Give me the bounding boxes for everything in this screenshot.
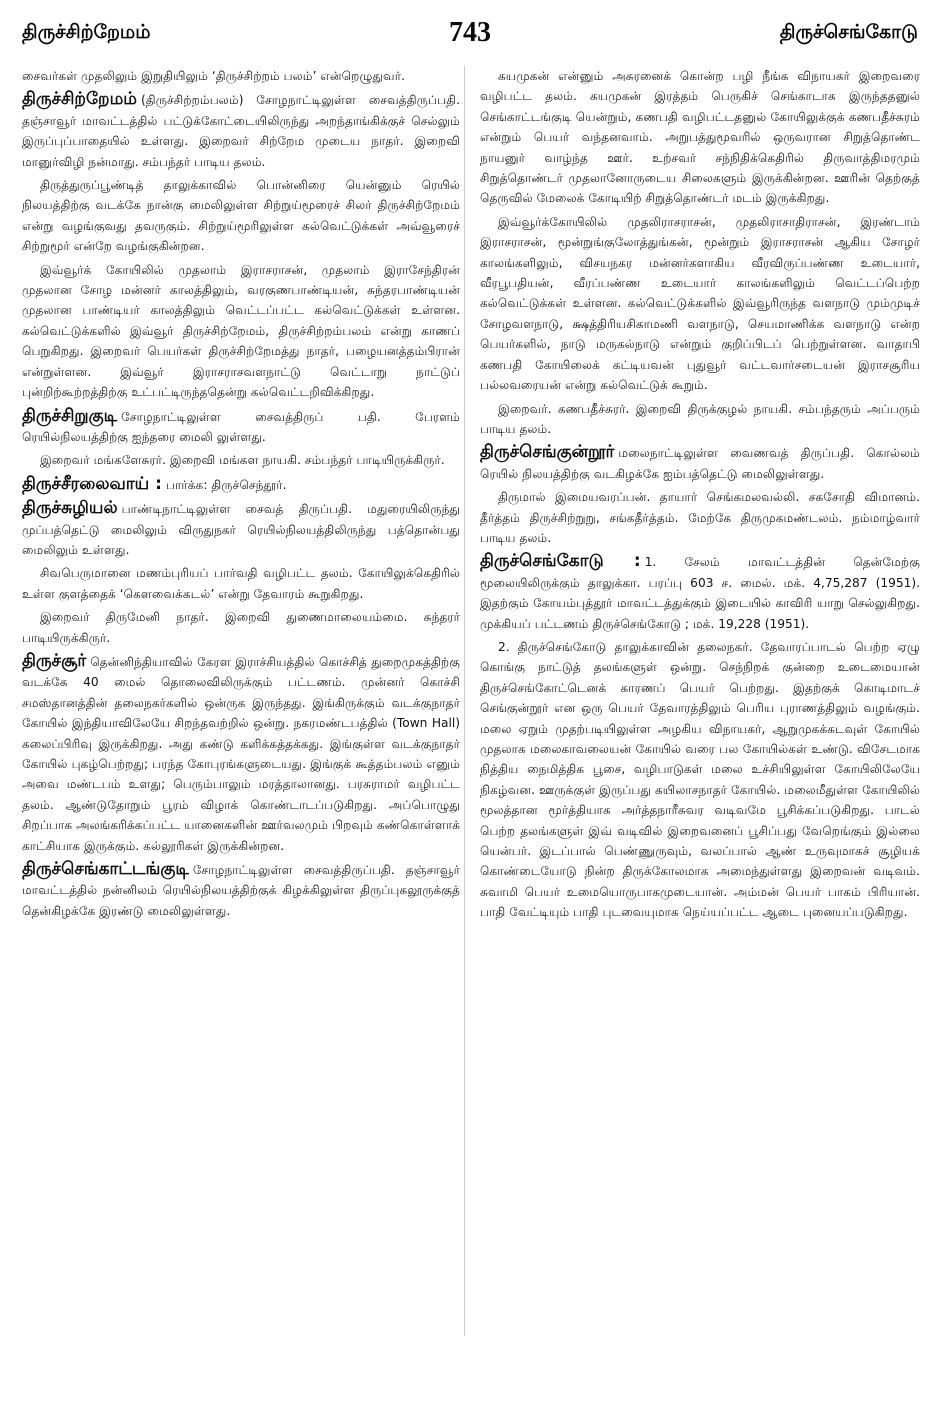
dictionary-entry bbox=[480, 551, 920, 634]
dictionary-entry bbox=[22, 406, 460, 448]
page-header bbox=[22, 10, 918, 56]
paragraph: திருத்துருப்பூண்டித் தாலுக்காவில் பொன்னிரை யென்னும் ரெயில் நிலயத்திற்கு வடக்கே நான்கு மைலிலுள்ள சிற்றுய்மூரைச் சிலர் திருச்சிற்றேமம் என்று வழங்குவது தவருகும். சிற்றுய்மூரிலுள்ள கல்வெட்டுக்கள் அவ்வூரைச் சிற்றுமூர் என்றே வழங்குகின்றன. bbox=[22, 178, 460, 254]
entry-headword: திருச்செங்காட்டங்குடி bbox=[22, 859, 189, 880]
paragraph: இறைவர். கணபதீச்சுரர். இறைவி திருக்குழல் நாயகி. சம்பந்தரும் அப்பரும் பாடிய தலம். bbox=[480, 401, 920, 436]
entry-text: தென்னிந்தியாவில் கேரள இராச்சியத்தில் கொச்சித் துறைமுகத்திற்கு வடக்கே 40 மைல் தொலைவிலிருக்கும் பட்டணம். முன்னர் கொச்சி சமஸ்தானத்தின் தலைநகர்களில் ஒன்ருக இருந்தது. இங்கிருக்கும் வடக்குநாதர் கோயில் இந்தியாவிலேயே சிறந்தவற்றில் ஒன்று. நகரமண்டபத்தில் (Town Hall) கலைப்பிரிவு இருக்கிறது. அது கண்டு களிக்கத்தக்கது. இங்குள்ள வடக்குநாதர் கோயில் புகழ்பெற்றது; பரந்த கோபுரங்களுடையது. இங்குக் கூத்தம்பலம் எனும் அவை மண்டபம் உளது; பெரும்பாலும் மரத்தாலானது. பரசுராமர் வழிபட்ட தலம். ஆண்டுதோறும் பூரம் விழாக் கொண்டாடப்படுகிறது. அப்பொழுது சிறப்பாக அலங்கரிக்கப்பட்ட யானைகளின் ஊர்வலமும் பிறவும் கண்கொள்ளாக் காட்சியாக இருக்கும். கல்லூரிகள் இருக்கின்றன. bbox=[22, 654, 460, 853]
header-right-guideword: திருச்செங்கோடு bbox=[779, 20, 918, 43]
entry-headword: திருச்சுழியல் bbox=[22, 498, 118, 519]
paragraph: 2. திருச்செங்கோடு தாலுக்காவின் தலைநகர். தேவாரப்பாடல் பெற்ற ஏழு கொங்கு நாட்டுத் தலங்களுள் ஒன்று. செந்நிறக் குன்றை உடைமையான் திருச்செங்கோட்டெனக் காரணப் பெயர் பெற்றது. இதற்குக் கொடிமாடச் செங்குன்றூர் என ஒரு பெயர் தேவாரத்திலும் பெரிய புராணத்திலும் வழங்கும். மலை ஏறும் முதற்படியிலுள்ள அழகிய விநாயகர், ஆறுமுகக்கடவுள் கோயில் முதலாக மலைகாவலையன் கோயில் வரை பல கோயில்கள் உண்டு. விசேடமாக நித்திய நைமித்திக பூசை, வழிபாடுகள் மலை உச்சியிலுள்ள கோயிலிலேயே நிகழ்வன. ஊருக்குள் இருப்பது கயிலாசநாதர் கோயில். மலைமீதுள்ள கோயிலில் மூலத்தான மூர்த்தியாக அர்த்தநாரீசுவர வடிவமே பூசிக்கப்படுகிறது. பாடல் பெற்ற தலங்களுள் இவ் வடிவில் இறைவனைப் பூசிப்பது வேறெங்கும் இல்லை யென்பர். இடப்பால் பெண்ணுருவும், வலப்பால் ஆண் உருவுமாகச் சூழியக் கொண்டையோடு நின்ற திருக்கோலமாக அமைந்துள்ளது இறைவன் வடிவம். சுவாமி பெயர் உமையொருபாகமுடையான். அம்மன் பெயர் பாகம் பிரியான். பாதி வேட்டியும் பாதி புடவையுமாக நெய்யப்பட்ட ஆடை புனையப்படுகிறது. bbox=[480, 639, 920, 920]
dictionary-entry bbox=[22, 498, 460, 560]
dictionary-entry bbox=[22, 89, 460, 172]
paragraph: இவ்வூர்க் கோயிலில் முதலாம் இராசராசன், முதலாம் இராசேந்திரன் முதலான சோழ மன்னர் காலத்திலும், வரகுணபாண்டியன், சுந்தரபாண்டியன் முதலான பாண்டியர் காலத்திலும் வெட்டப்பட்ட கல்வெட்டுக்கள் உள்ளன. கல்வெட்டுக்களில் இவ்வூர் திருச்சிற்றேமம், திருச்சிற்றம்பலம் என்று காணப் பெறுகிறது. இறைவர் பெயர்கள் திருச்சிற்றேமத்து நாதர், பழையனத்தம்பிரான் என்றுள்ளன. இவ்வூர் இராசராசவளநாட்டு வெட்டாறு நாட்டுப் புன்றிற்கூற்றத்திற்கு உட்பட்டிருந்ததென்று கல்வெட்டறிவிக்கிறது. bbox=[22, 262, 460, 400]
dictionary-entry bbox=[22, 859, 460, 921]
entry-headword: திருச்செங்குன்றூர் bbox=[480, 442, 615, 463]
paragraph: இறைவர் திருமேனி நாதர். இறைவி துணைமாலையம்மை. சுந்தரர் பாடியிருக்கிருர். bbox=[22, 610, 460, 645]
entry-headword: திருச்சிறுகுடி bbox=[22, 405, 118, 426]
entry-text: மலைநாட்டிலுள்ள வைணவத் திருப்பதி. கொல்லம் ரெயில் நிலயத்திற்கு வடகிழக்கே ஐம்பத்தெட்டு மைலிலுள்ளது. bbox=[480, 446, 920, 481]
page-number: 743 bbox=[449, 17, 491, 48]
entry-text: சோழநாட்டிலுள்ள சைவத்திருப்பதி. தஞ்சாவூர் மாவட்டத்தில் நன்னிலம் ரெயில்நிலயத்திற்குக் கிழக்கிலுள்ள திருப்புகலூருக்குத் தென்கிழக்கே இரண்டு மைலிலுள்ளது. bbox=[22, 863, 460, 918]
entry-headword: திருச்சீரலைவாய் : bbox=[22, 473, 162, 494]
paragraph: இவ்வூர்க்கோயிலில் முதலிராசராசன், முதலிராசாதிராசன், இரண்டாம் இராசராசன், மூன்றுங்குலோத்துங்கன், மூன்றும் இராசராசன் ஆகிய சோழர் காலங்களிலும், விசயநகர மன்னர்களாகிய வீரவிருப்பண்ண உடையார், வீரபூபதியன், வீரப்பண்ண உடையார் காலங்களிலும் வெட்டப்பெற்ற கல்வெட்டுக்கள் உள்ளன. கல்வெட்டுக்களில் இவ்வூரிருந்த வளநாடு மும்முடிச் சோழவளநாடு, க்ஷத்திரியசிகாமணி வளநாடு, செயமாணிக்க வளநாடு என்ற பெயர்களில், நாடு மருகல்நாடு என்றும் குறிப்பிடப் பெற்றுள்ளன. வாதாபி கணபதி கோயிலைக் கட்டியவன் புதுவூர் வட்டவார்சடையன் இராசசூரிய பல்லவரையன் என்று கல்வெட்டுக் கூறும். bbox=[480, 214, 920, 393]
entry-text: சோழநாட்டிலுள்ள சைவத்திருப் பதி. பேரளம் ரெயில்நிலயத்திற்கு ஐந்தரை மைலி லுள்ளது. bbox=[22, 409, 460, 444]
entry-text: 1. சேலம் மாவட்டத்தின் தென்மேற்கு மூலையிலிருக்கும் தாலுக்கா. பரப்பு 603 ச. மைல். மக். 4,75,287 (1951). இதற்கும் கோயம்புத்தூர் மாவட்டத்துக்கும் இடையில் காவிரி யாறு செல்லுகிறது. முக்கியப் பட்டணம் திருச்செங்கோடு ; மக். 19,228 (1951). bbox=[480, 555, 920, 631]
paragraph: இறைவர் மங்களேசுரர். இறைவி மங்கள நாயகி. சம்பந்தர் பாடியிருக்கிருர். bbox=[40, 453, 445, 468]
right-column bbox=[480, 66, 920, 926]
dictionary-entry bbox=[22, 474, 460, 495]
dictionary-entry bbox=[480, 442, 920, 484]
paragraph: திருமால் இமையவரப்பன். தாயார் செங்கமலவல்லி. சகசோதி விமானம். தீர்த்தம் திருச்சிற்றுறு, சங்கதீர்த்தம். மேற்கே திருமுகமண்டலம். நம்மாழ்வார் பாடிய தலம். bbox=[480, 490, 920, 545]
entry-text: பார்க்க: திருச்செந்தூர். bbox=[165, 477, 287, 492]
column-divider bbox=[464, 66, 465, 1336]
paragraph: கயமுகன் என்னும் அசுரனைக் கொன்ற பழி நீங்க விநாயகர் இறைவரை வழிபட்ட தலம். கயமுகன் இரத்தம் பெருகிச் செங்காடாக இருந்ததனுல் செங்காட்டங்குடி யென்றும், கணபதி வழிபட்டதனுல் கோயிலுக்குக் கணபதீச்சுரம் என்றும் பெயர் வந்தனவாம். அறுபத்துமூவரில் ஒருவரான சிறுத்தொண்ட நாயனுர் வாழ்ந்த ஊர். உற்சவர் சந்நிதிக்கெதிரில் திருவாத்திமரமும் சிறுத்தொண்டர் முதலானோருடைய சிலைகளும் இருக்கின்றன. ஊரின் தெற்குத் தெருவில் மேலைக் கோடியிற் சிறுத்தொண்டர் மடம் இருக்கிறது. bbox=[480, 69, 920, 206]
paragraph: சிவபெருமானை மணம்புரியப் பார்வதி வழிபட்ட தலம். கோயிலுக்கெதிரில் உள்ள குளத்தைக் ‘கௌவைக்கடல்’ என்று தேவாரம் கூறுகிறது. bbox=[22, 566, 460, 601]
left-column bbox=[22, 66, 460, 924]
entry-text: பாண்டிநாட்டிலுள்ள சைவத் திருப்பதி. மதுரையிலிருந்து முப்பத்தெட்டு மைலிலும் விருதுநகர் ரெயில்நிலயத்திலிருந்து பத்தொன்பது மைலிலும் உள்ளது. bbox=[22, 502, 460, 557]
entry-headword: திருச்சூர் bbox=[22, 650, 87, 671]
dictionary-entry bbox=[22, 651, 460, 856]
entry-headword: திருச்செங்கோடு : bbox=[480, 551, 641, 572]
entry-headword: திருச்சிற்றேமம் bbox=[22, 89, 137, 110]
entry-text: (திருச்சிற்றம்பலம்) சோழநாட்டிலுள்ள சைவத்திருப்பதி. தஞ்சாவூர் மாவட்டத்தில் பட்டுக்கோட்டையிலிருந்து அறந்தாங்கிக்குச் செல்லும் இருப்புப்பாதையில் உள்ளது. இறைவர் சிற்றேம முடைய நாதர். இறைவி மானுர்விழி நன்மாது. சம்பந்தர் பாடிய தலம். bbox=[22, 93, 460, 169]
header-left-guideword: திருச்சிற்றேமம் bbox=[22, 20, 151, 43]
paragraph: சைவர்கள் முதலிலும் இறுதியிலும் ‘திருச்சிற்றம் பலம்’ என்றெழுதுவர். bbox=[22, 69, 405, 83]
